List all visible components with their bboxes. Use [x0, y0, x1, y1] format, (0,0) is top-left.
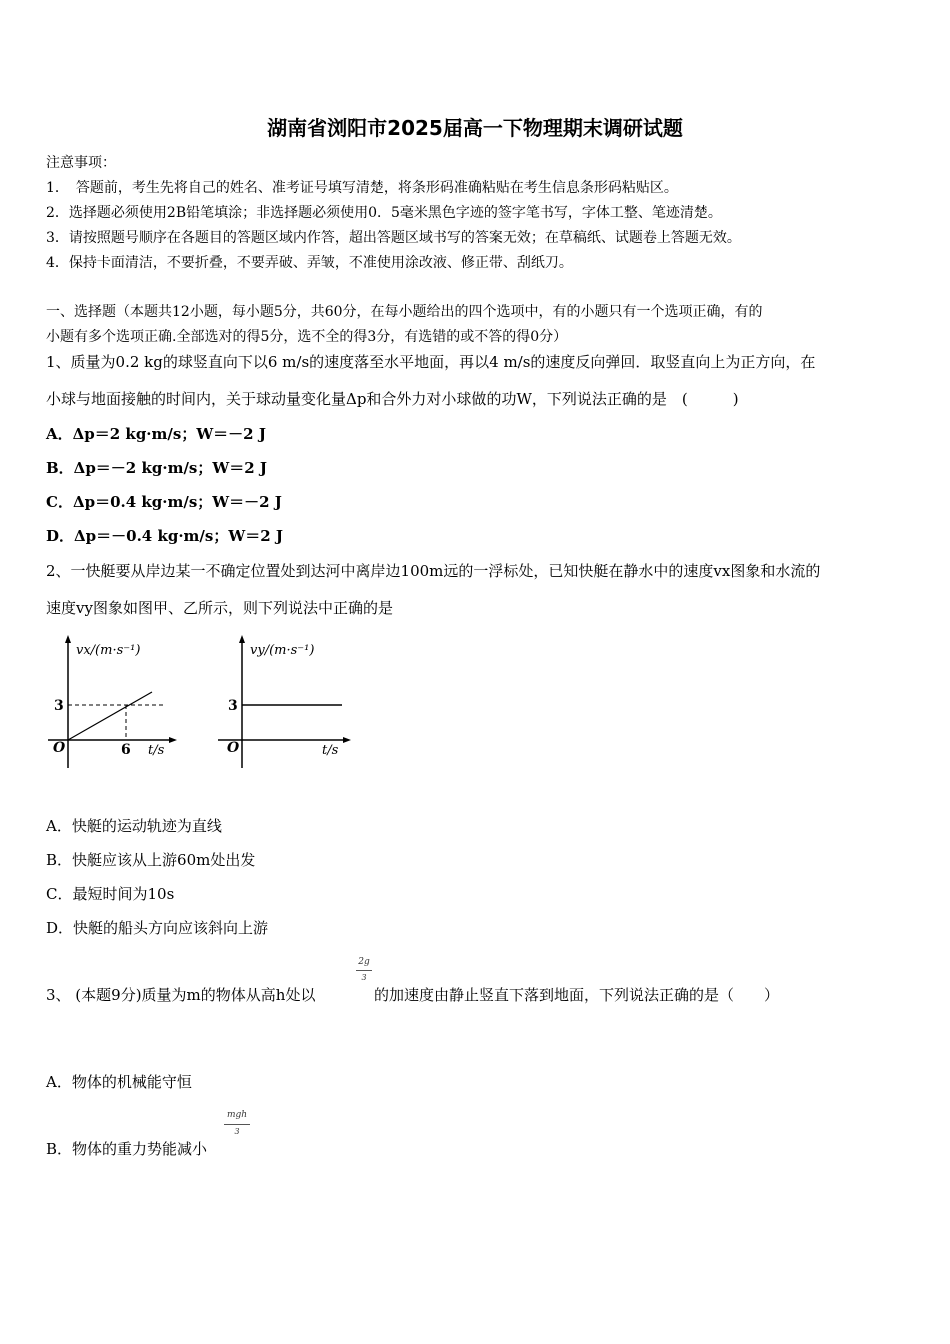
q3-optB-frac-num: mgh	[226, 1110, 248, 1120]
notice-heading: 注意事项：	[46, 155, 116, 171]
notice-item: 2．选择题必须使用2B铅笔填涂；非选择题必须使用0．5毫米黑色字迹的签字笔书写，字体工整、笔迹清楚。	[46, 205, 722, 221]
origin: O	[227, 740, 240, 756]
section-intro: 小题有多个选项正确.全部选对的得5分，选不全的得3分，有选错的或不答的得0分）	[46, 329, 568, 345]
notice-item: 1． 答题前，考生先将自己的姓名、准考证号填写清楚，将条形码准确粘贴在考生信息条形码粘贴区。	[46, 180, 678, 196]
q3-frac-bar	[356, 970, 372, 971]
q3-option: A．物体的机械能守恒	[46, 1073, 192, 1091]
q3-frac-den: 3	[361, 973, 367, 982]
q3-stem-tail: 的加速度由静止竖直下落到地面，下列说法正确的是（ ）	[374, 986, 780, 1004]
y-label: vx/(m·s⁻¹)	[76, 643, 141, 658]
q1-option: B．Δp＝－2 kg·m/s；W＝2 J	[46, 459, 267, 477]
q3-optB-frac-bar	[224, 1124, 250, 1125]
x-axis-arrow	[169, 737, 177, 743]
q1-option: C．Δp＝0.4 kg·m/s；W＝－2 J	[46, 493, 282, 511]
y-tick: 3	[228, 698, 238, 714]
q1-stem: 小球与地面接触的时间内，关于球动量变化量Δp和合外力对小球做的功W，下列说法正确的是 ( )	[46, 390, 739, 408]
q2-option: B．快艇应该从上游60m处出发	[46, 851, 256, 869]
notice-item: 4．保持卡面清洁，不要折叠，不要弄破、弄皱，不准使用涂改液、修正带、刮纸刀。	[46, 255, 573, 271]
q3-optB-frac-den: 3	[234, 1127, 240, 1136]
origin: O	[53, 740, 66, 756]
q2-stem: 速度vy图象如图甲、乙所示，则下列说法中正确的是	[46, 599, 393, 617]
q3-stem: 3、 (本题9分)质量为m的物体从高h处以	[46, 986, 316, 1004]
y-tick: 3	[54, 698, 64, 714]
q1-option: D．Δp＝－0.4 kg·m/s；W＝2 J	[46, 527, 283, 545]
q3-frac-num: 2g	[358, 957, 370, 967]
q2-option: A．快艇的运动轨迹为直线	[46, 817, 222, 835]
y-axis-arrow	[239, 635, 245, 643]
y-label: vy/(m·s⁻¹)	[250, 643, 315, 658]
q1-stem: 1、质量为0.2 kg的球竖直向下以6 m/s的速度落至水平地面，再以4 m/s的速度反向弹回．取竖直向上为正方向，在	[46, 353, 816, 371]
x-axis-arrow	[343, 737, 351, 743]
page-title: 湖南省浏阳市2025届高一下物理期末调研试题	[267, 116, 683, 140]
x-tick: 6	[121, 742, 131, 758]
q3-option: B．物体的重力势能减小	[46, 1140, 208, 1158]
vx-line	[68, 692, 152, 740]
q2-stem: 2、一快艇要从岸边某一不确定位置处到达河中离岸边100m远的一浮标处，已知快艇在静水中的速度vx图象和水流的	[46, 562, 821, 580]
q2-option: C．最短时间为10s	[46, 885, 175, 903]
notice-item: 3．请按照题号顺序在各题目的答题区域内作答，超出答题区域书写的答案无效；在草稿纸、试题卷上答题无效。	[46, 230, 741, 246]
section-intro: 一、选择题（本题共12小题，每小题5分，共60分，在每小题给出的四个选项中，有的小题只有一个选项正确，有的	[46, 304, 763, 320]
vx-graph	[44, 632, 179, 772]
q2-option: D．快艇的船头方向应该斜向上游	[46, 919, 269, 937]
y-axis-arrow	[65, 635, 71, 643]
x-label: t/s	[148, 743, 165, 758]
q1-option: A．Δp＝2 kg·m/s；W＝－2 J	[46, 425, 266, 443]
x-label: t/s	[322, 743, 339, 758]
vy-graph	[218, 632, 353, 772]
